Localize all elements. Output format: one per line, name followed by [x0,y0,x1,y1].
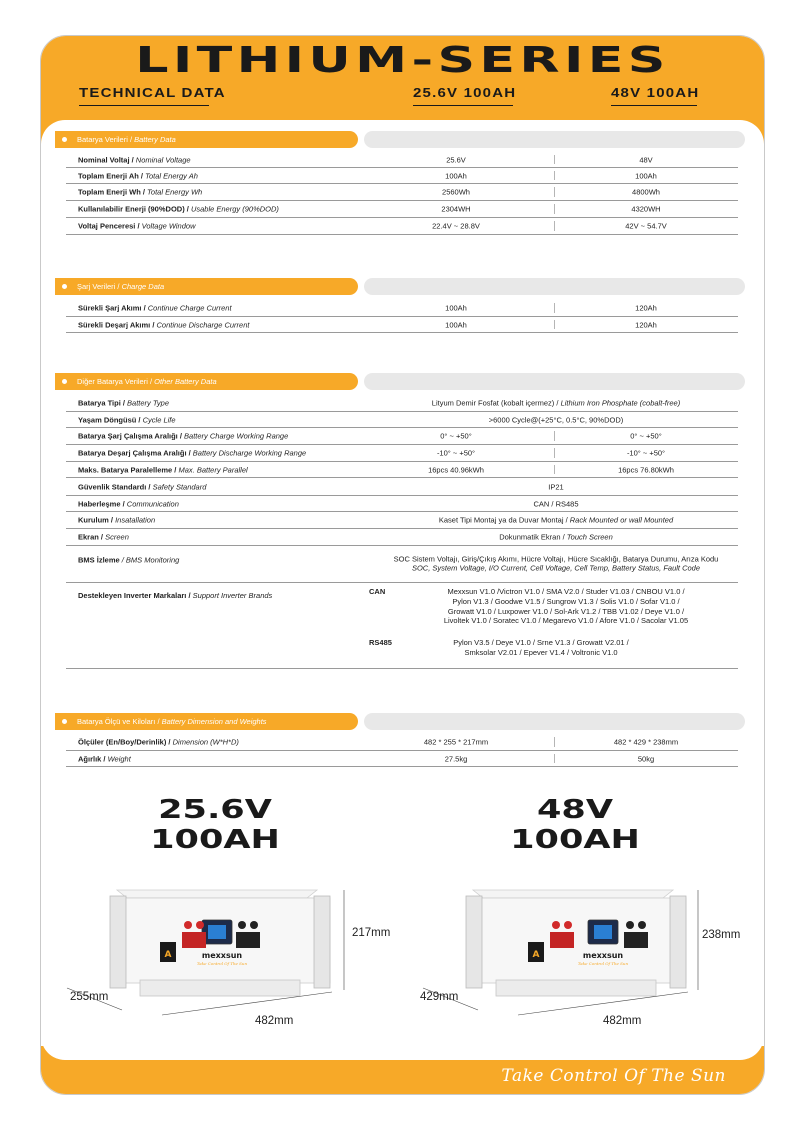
value-48v: 0° ~ +50° [630,431,662,441]
value-48v: 50kg [637,754,655,763]
table-row [66,445,738,462]
row-label: Maks. Batarya Paralelleme / Max. Battery Parallel [78,465,248,474]
terminal-icon [250,921,258,929]
section-bar [364,131,745,148]
value-full: SOC Sistem Voltajı, Giriş/Çıkış Akımı, Hücre Voltajı, Hücre Sıcaklığı, Batarya Durumu, Arıza Kodu SOC, System Voltage, I/O Current, Cell Voltage, Cell Temp, Battery Status, Fault Code [393,554,719,573]
value-48v: 16pcs 76.80kWh [618,465,674,474]
row-label: Destekleyen Inverter Markaları / Support Inverter Brands [78,591,273,600]
table-row [66,152,738,168]
terminal-icon [184,921,192,929]
row-label: Sürekli Deşarj Akımı / Continue Discharge Current [78,320,250,329]
footer-slogan: Take Control Of The Sun [501,1066,726,1086]
depth-label-1: 255mm [70,991,109,1003]
value-25v: 482 * 255 * 217mm [423,737,489,747]
row-label: Batarya Şarj Çalışma Aralığı / Battery Charge Working Range [78,431,289,441]
value-25v: 100Ah [445,303,467,313]
table-row [66,428,738,445]
section-other-data [55,373,745,390]
row-label: Sürekli Şarj Akımı / Continue Charge Current [78,303,232,313]
table-row [66,317,738,333]
section-bar [364,713,745,730]
table-row [66,168,738,184]
section-title-en: Charge Data [119,282,165,291]
section-pill [55,373,358,390]
row-label: Güvenlik Standardı / Safety Standard [78,482,207,491]
separator [554,204,555,214]
separator [554,448,555,458]
value-full: Dokunmatik Ekran / Touch Screen [499,532,613,542]
rs485-brands: Pylon V3.5 / Deye V1.0 / Srne V1.3 / Growatt V2.01 / Smksolar V2.01 / Epever V1.4 / Voltronic V1.0 [453,638,629,657]
separator [554,320,555,329]
bullet-icon [62,137,67,142]
depth-label-2: 429mm [420,991,459,1003]
section-title-tr: Diğer Batarya Verileri / [77,377,153,386]
section-title-en: Other Battery Data [152,377,217,386]
row-label: Kurulum / Insatallation [78,515,156,525]
technical-data-row [41,86,764,104]
value-25v: 16pcs 40.96kWh [428,465,484,474]
separator [554,465,555,474]
value-25v: 25.6V [446,155,466,164]
table-row [66,478,738,496]
separator [554,754,555,763]
product-caption-2: 48V 100AH [510,795,640,855]
separator [554,431,555,441]
height-label-1: 217mm [352,927,391,939]
value-full: Lityum Demir Fosfat (kobalt içermez) / Lithium Iron Phosphate (cobalt-free) [431,398,681,408]
product-caption-1: 25.6V 100AH [150,795,280,855]
table-row [66,546,738,583]
value-48v: 48V [639,155,653,164]
section-title-tr: Şarj Verileri / [77,282,120,291]
value-25v: 100Ah [445,320,467,329]
can-label: CAN [369,587,386,596]
terminal-icon [238,921,246,929]
column-header-1: 25.6V 100AH [413,86,517,100]
row-label: Toplam Enerji Wh / Total Energy Wh [78,187,203,197]
section-charge-data [55,278,745,295]
table-row [66,412,738,428]
bullet-icon [62,284,67,289]
terminal-icon [552,921,560,929]
section-title-en: Battery Data [132,135,176,144]
brand-logo-letter: A [532,950,540,960]
footer-curve [41,1032,764,1060]
section-battery-data [55,131,745,148]
device-brand: mexxsun [582,951,624,960]
row-label: Haberleşme / Communication [78,499,179,508]
row-label: Kullanılabilir Enerji (90%DOD) / Usable Energy (90%DOD) [78,204,279,214]
section-title-en: Battery Dimension and Weights [159,717,267,726]
row-label: Toplam Enerji Ah / Total Energy Ah [78,171,198,180]
value-25v: 22.4V ~ 28.8V [432,221,480,231]
row-label: Batarya Deşarj Çalışma Aralığı / Battery Discharge Working Range [78,448,307,458]
width-label-2: 482mm [603,1015,642,1027]
height-label-2: 238mm [702,929,741,941]
value-25v: 2304WH [441,204,471,214]
value-full: Kaset Tipi Montaj ya da Duvar Montaj / Rack Mounted or wall Mounted [438,515,674,525]
separator [554,171,555,180]
terminal-icon [196,921,204,929]
device-brand-tag: Take Control Of The Sun [196,961,248,966]
column-header-2: 48V 100AH [611,86,700,100]
bullet-icon [62,719,67,724]
value-48v: -10° ~ +50° [626,448,666,458]
width-label-1: 482mm [255,1015,294,1027]
value-48v: 4320WH [631,204,661,214]
terminal-icon [564,921,572,929]
battery-illustration-2 [418,870,718,1035]
section-pill [55,278,358,295]
breaker-icon [182,932,206,948]
value-full: >6000 Cycle@(+25°C, 0.5°C, 90%DOD) [488,414,624,424]
value-48v: 4800Wh [632,187,660,197]
row-label: Voltaj Penceresi / Voltage Window [78,221,196,231]
divider [413,105,513,106]
row-label: Nominal Voltaj / Nominal Voltage [78,155,191,164]
value-25v: 100Ah [445,171,467,180]
table-row [66,512,738,529]
value-48v: 42V ~ 54.7V [625,221,667,231]
breaker-icon [550,932,574,948]
section-bar [364,373,745,390]
value-48v: 120Ah [635,303,657,313]
table-row [66,395,738,412]
separator [554,737,555,747]
separator [554,155,555,164]
table-row [66,184,738,201]
table-row [66,734,738,751]
value-25v: 2560Wh [442,187,470,197]
table-row [66,300,738,317]
value-25v: -10° ~ +50° [436,448,476,458]
section-title-tr: Batarya Ölçü ve Kiloları / [77,717,160,726]
separator [554,187,555,197]
rs485-label: RS485 [369,638,392,647]
value-48v: 120Ah [635,320,657,329]
table-row [66,201,738,218]
section-title-tr: Batarya Verileri / [77,135,133,144]
separator [554,303,555,313]
section-pill [55,713,358,730]
table-row [66,218,738,235]
row-label: Ekran / Screen [78,532,129,542]
footer-band [41,1046,764,1094]
value-25v: 0° ~ +50° [440,431,472,441]
device-brand: mexxsun [201,951,243,960]
value-48v: 100Ah [635,171,657,180]
bullet-icon [62,379,67,384]
separator [554,221,555,231]
value-48v: 482 * 429 * 238mm [613,737,679,747]
row-label: Batarya Tipi / Battery Type [78,398,170,408]
device-brand-tag: Take Control Of The Sun [577,961,629,966]
table-row [66,751,738,767]
table-row-inverters [66,583,738,669]
value-25v: 27.5kg [444,754,468,763]
row-label: Ölçüler (En/Boy/Derinlik) / Dimension (W*H*D) [78,737,239,747]
battery-illustration-1 [62,870,362,1035]
value-full: CAN / RS485 [533,498,579,508]
terminal-icon [638,921,646,929]
table-row [66,496,738,512]
section-dimension [55,713,745,730]
value-full: IP21 [548,481,564,491]
table-row [66,529,738,546]
terminal-icon [626,921,634,929]
brand-logo-letter: A [164,950,172,960]
technical-data-label: TECHNICAL DATA [79,86,226,100]
row-label: Ağırlık / Weight [78,754,131,763]
divider [611,105,697,106]
table-row [66,462,738,478]
section-pill [55,131,358,148]
section-bar [364,278,745,295]
divider [79,105,209,106]
page-title: LITHIUM-SERIES [135,40,670,81]
can-brands: Mexxsun V1.0 /Victron V1.0 / SMA V2.0 / Studer V1.03 / CNBOU V1.0 / Pylon V1.3 / Goodwe V1.5 / Sungrow V1.3 / Solis V1.0 / Sofar V1.0 / Growatt V1.0 / Luxpower V1.0 / Sol-Ark V1.2 / TBB V1.02 / Deye V1.0 / Livoltek V1.0 / Soratec V1.0 / Megarevo V1.0 / Afore V1.0 / Sacolar V1.05 [443,587,689,626]
row-label: Yaşam Döngüsü / Cycle Life [78,415,176,424]
row-label: BMS İzleme / BMS Monitoring [78,555,180,565]
